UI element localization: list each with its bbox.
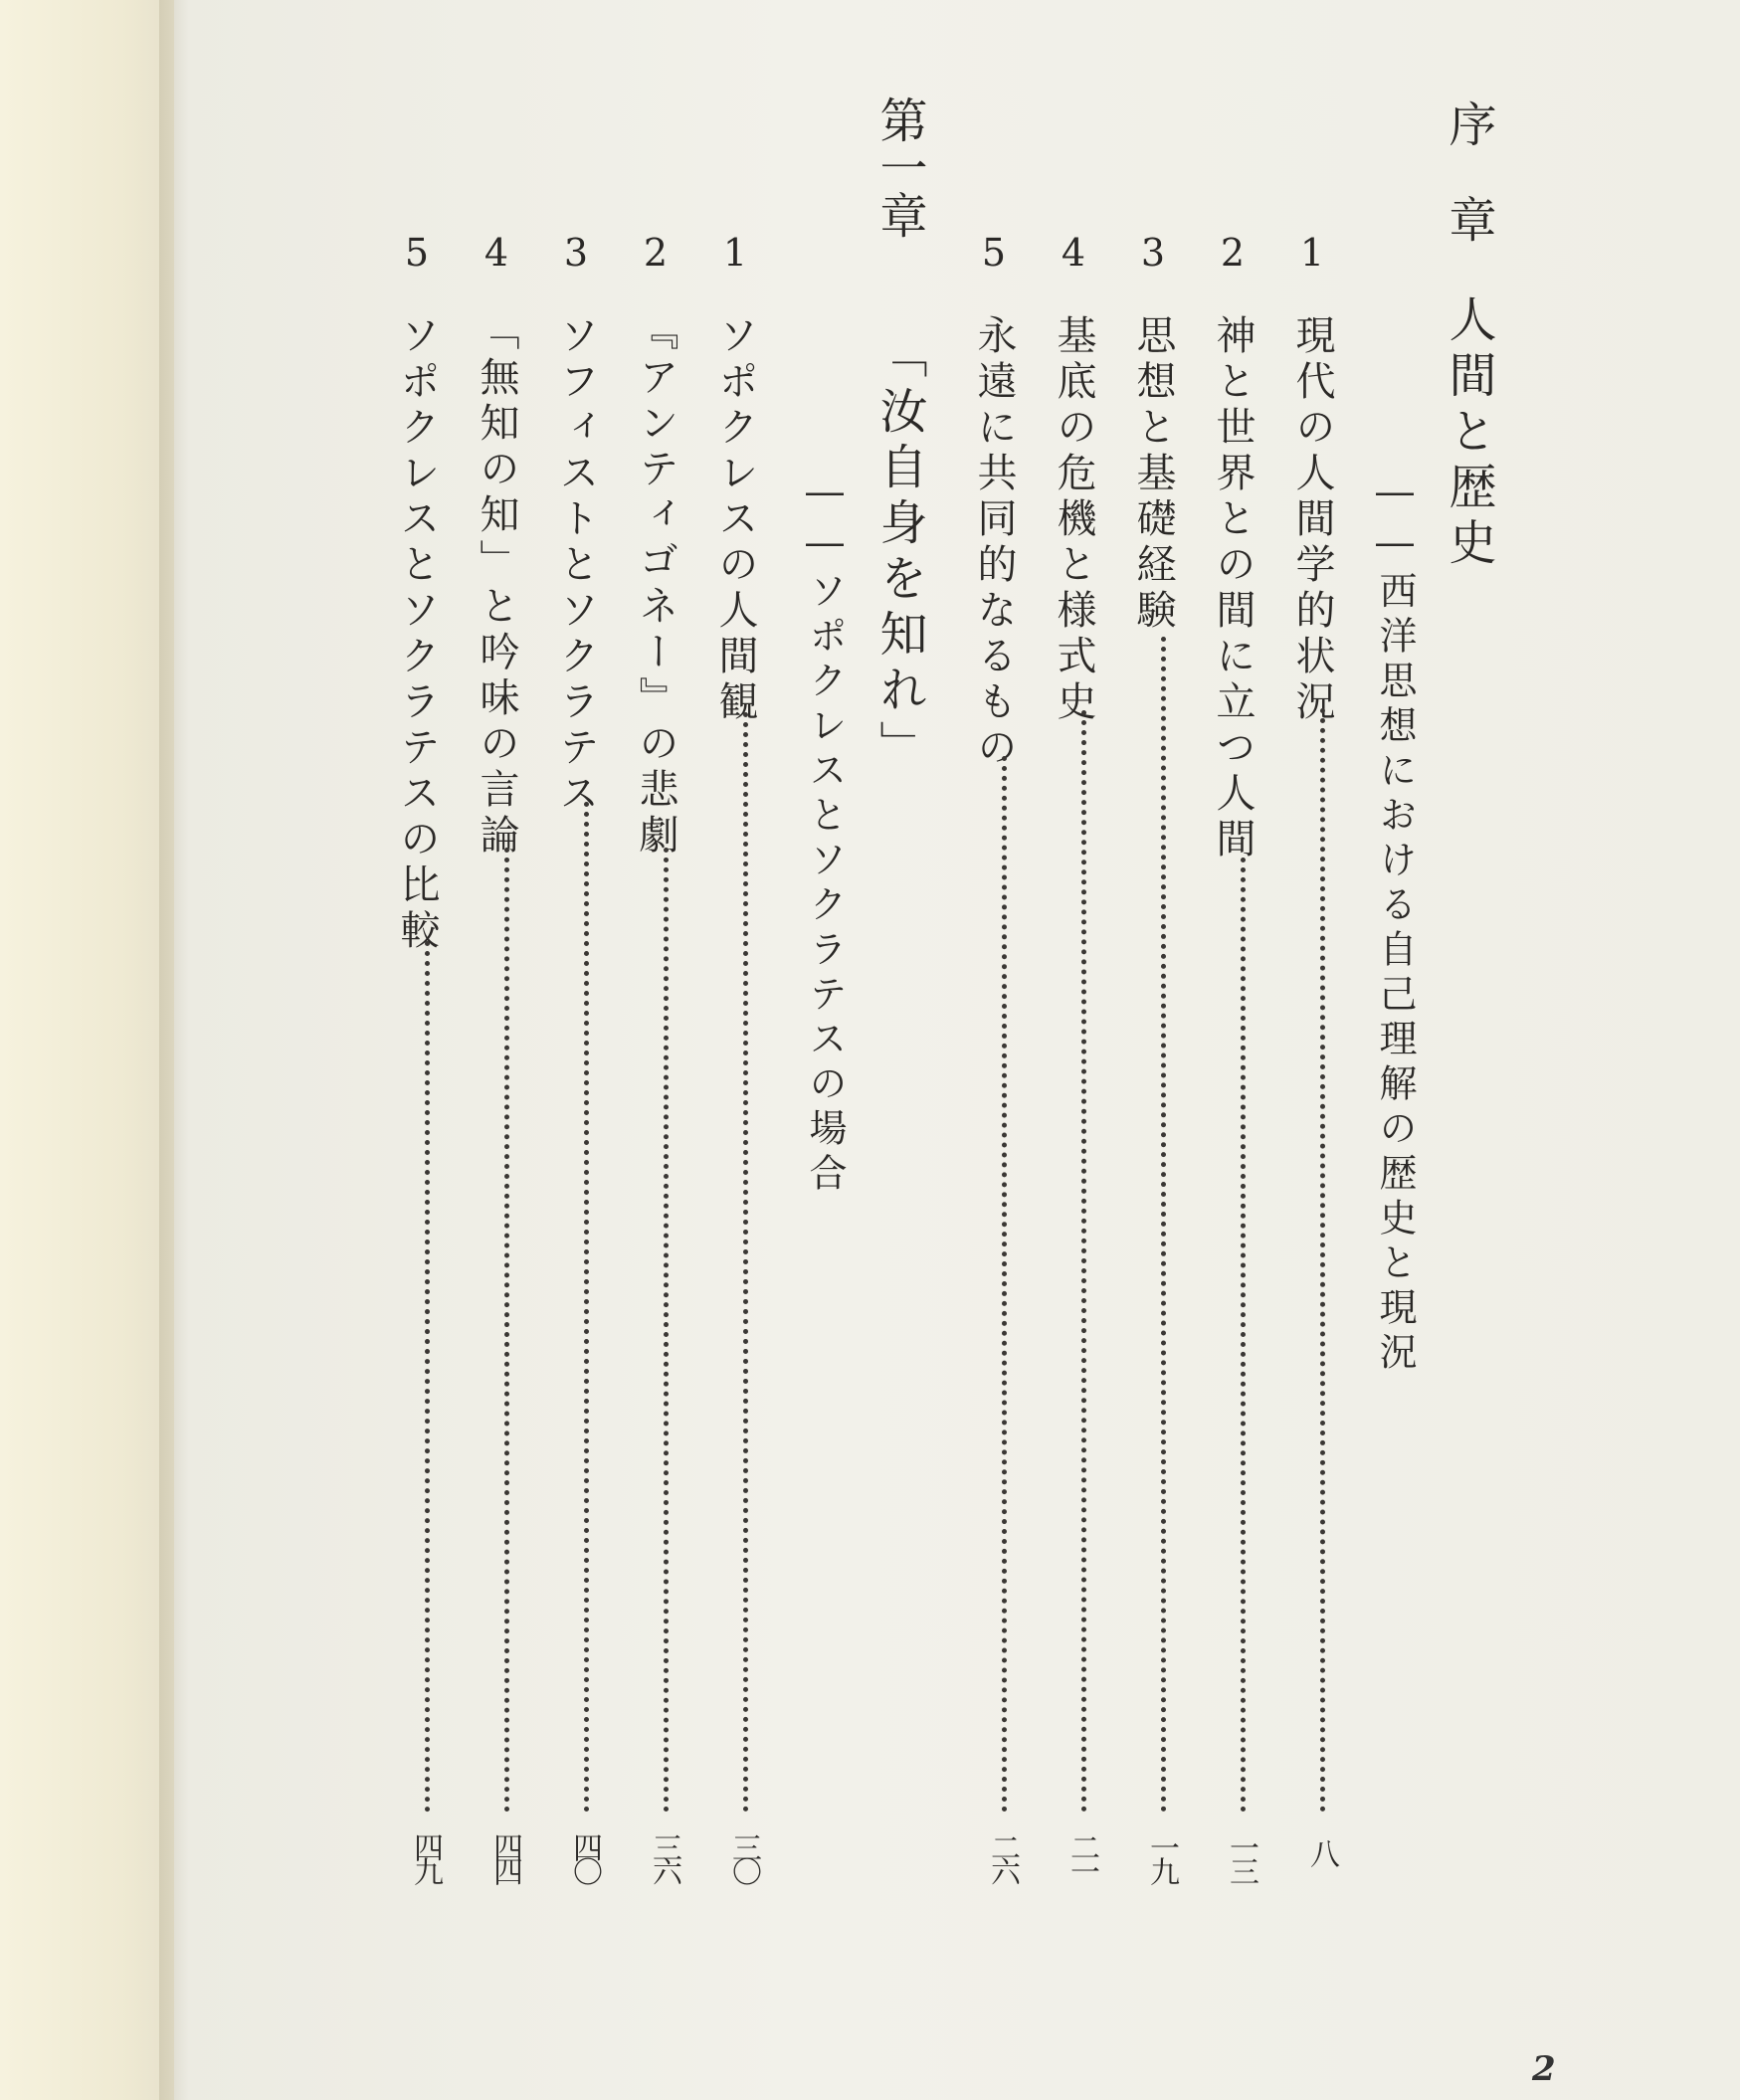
ch1-sec5-title: ソポクレスとソクラテスの比較: [394, 314, 440, 955]
intro-sec4-leader: [1081, 710, 1086, 1813]
ch1-sec4-title: 「無知の知」と吟味の言論: [474, 310, 519, 859]
intro-sec4-num: 4: [1052, 231, 1095, 275]
ch1-sec1-num: 1: [713, 231, 757, 275]
book-gutter: [159, 0, 189, 2100]
intro-sec1-page: 八: [1304, 1838, 1339, 1862]
intro-sec5-leader: [1002, 756, 1007, 1813]
intro-sec5-page: 二六: [985, 1832, 1020, 1880]
ch1-sec1-title: ソポクレスの人間観: [712, 314, 758, 726]
ch1-sec3-num: 3: [554, 231, 598, 275]
intro-sec5-num: 5: [972, 231, 1016, 275]
ch1-sec3-title: ソフィストとソクラテス: [553, 314, 599, 818]
intro-sec2-title: 神と世界との間に立つ人間: [1210, 314, 1256, 863]
ch1-sec4-leader: [504, 848, 509, 1813]
intro-title: 人間と歴史: [1441, 294, 1496, 573]
intro-subtitle: ――西洋思想における自己理解の歴史と現況: [1373, 470, 1417, 1377]
folio-page-number: 2: [1532, 2049, 1556, 2089]
ch1-sec2-title: 『アンティゴネー』の悲劇: [633, 310, 678, 859]
intro-sec4-page: 二一: [1064, 1832, 1099, 1880]
intro-sec1-leader: [1320, 708, 1325, 1813]
ch1-sec3-page: 四〇: [567, 1832, 602, 1880]
ch1-sec5-num: 5: [395, 231, 439, 275]
ch1-sec4-page: 四四: [487, 1832, 522, 1880]
ch1-sec2-num: 2: [634, 231, 677, 275]
intro-sec2-leader: [1241, 858, 1246, 1813]
facing-page: [0, 0, 174, 2100]
intro-sec1-num: 1: [1290, 231, 1334, 275]
intro-sec3-title: 思想と基礎経験: [1130, 314, 1176, 635]
chapter1-label: 第一章: [871, 95, 927, 239]
intro-sec4-title: 基底の危機と様式史: [1051, 314, 1096, 726]
chapter1-title: 「汝自身を知れ」: [871, 330, 927, 776]
ch1-sec3-leader: [584, 802, 589, 1813]
intro-label: 序 章: [1441, 99, 1496, 243]
ch1-sec5-page: 四九: [408, 1832, 443, 1880]
intro-sec2-num: 2: [1211, 231, 1255, 275]
intro-sec2-page: 一三: [1224, 1832, 1258, 1880]
ch1-sec1-leader: [743, 712, 748, 1813]
intro-sec5-title: 永遠に共同的なるもの: [971, 314, 1017, 772]
intro-sec3-page: 一九: [1144, 1832, 1179, 1880]
ch1-sec4-num: 4: [475, 231, 518, 275]
ch1-sec2-page: 三六: [647, 1832, 681, 1880]
intro-sec1-title: 現代の人間学的状況: [1289, 314, 1335, 726]
ch1-sec5-leader: [425, 941, 430, 1813]
ch1-sec1-page: 三〇: [726, 1832, 761, 1880]
ch1-sec2-leader: [664, 848, 669, 1813]
intro-sec3-num: 3: [1131, 231, 1175, 275]
intro-sec3-leader: [1161, 637, 1166, 1813]
chapter1-subtitle: ――ソポクレスとソクラテスの場合: [803, 470, 847, 1198]
